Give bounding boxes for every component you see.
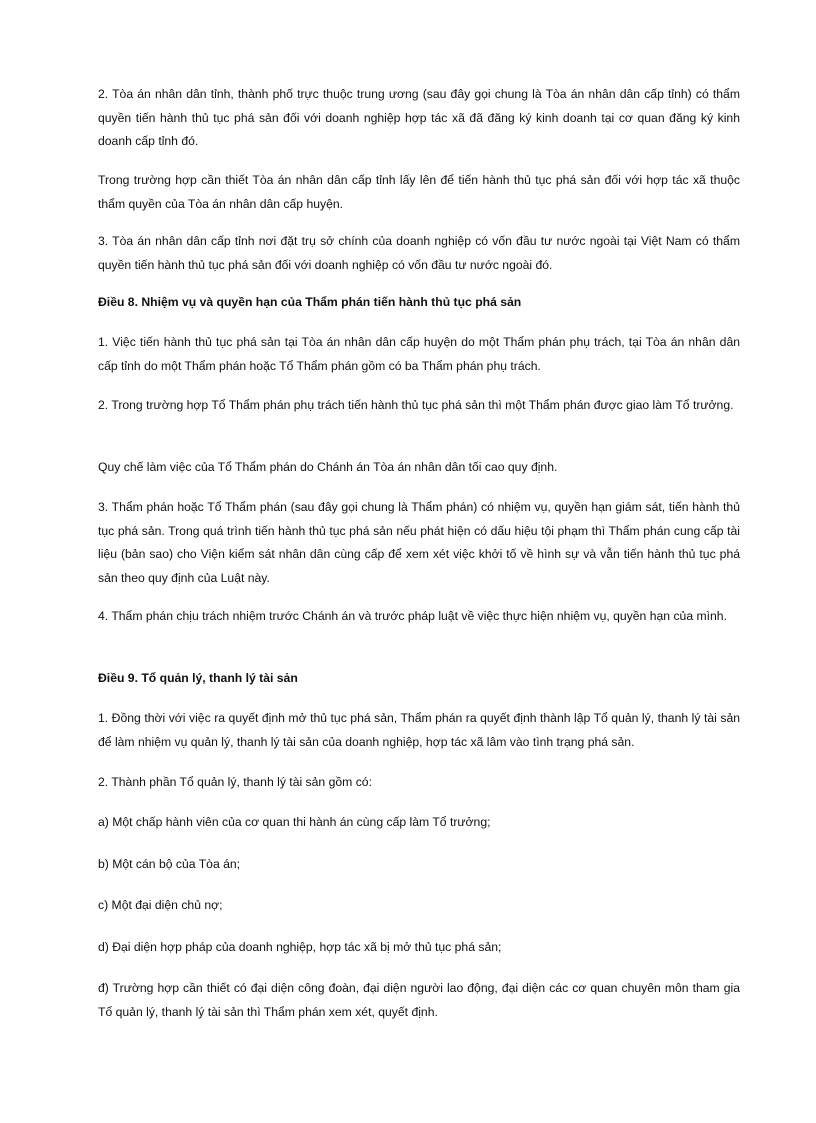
paragraph-article9-clause2: 2. Thành phần Tổ quản lý, thanh lý tài sản gồm có: (98, 775, 372, 789)
heading-article-8: Điều 8. Nhiệm vụ và quyền hạn của Thẩm phán tiến hành thủ tục phá sản (98, 295, 522, 309)
heading-article-9: Điều 9. Tổ quản lý, thanh lý tài sản (98, 671, 298, 685)
list-item-dd: đ) Trường hợp cần thiết có đại diện công đoàn, đại diện người lao động, đại diện các cơ quan chuyên môn tham gia Tổ quản lý, thanh lý tài sản thì Thẩm phán xem xét, quyết định. (98, 981, 740, 1019)
paragraph-article7-clause2-note: Trong trường hợp cần thiết Tòa án nhân dân cấp tỉnh lấy lên để tiến hành thủ tục phá sản đối với hợp tác xã thuộc thẩm quyền của Tòa án nhân dân cấp huyện. (98, 173, 740, 211)
list-item-d: d) Đại diện hợp pháp của doanh nghiệp, hợp tác xã bị mở thủ tục phá sản; (98, 940, 502, 954)
list-item-a: a) Một chấp hành viên của cơ quan thi hành án cùng cấp làm Tổ trưởng; (98, 815, 491, 829)
paragraph-article7-clause2: 2. Tòa án nhân dân tỉnh, thành phố trực thuộc trung ương (sau đây gọi chung là Tòa án nhân dân cấp tỉnh) có thẩm quyền tiến hành thủ tục phá sản đối với doanh nghiệp hợp tác xã đã đăng ký kinh doanh tại cơ quan đăng ký kinh doanh cấp tỉnh đó. (98, 87, 740, 148)
paragraph-article8-clause2-note: Quy chế làm việc của Tổ Thẩm phán do Chánh án Tòa án nhân dân tối cao quy định. (98, 460, 558, 474)
paragraph-article8-clause4: 4. Thẩm phán chịu trách nhiệm trước Chánh án và trước pháp luật về việc thực hiện nhiệm vụ, quyền hạn của mình. (98, 609, 727, 623)
paragraph-article9-clause1: 1. Đồng thời với việc ra quyết định mở thủ tục phá sản, Thẩm phán ra quyết định thành lập Tổ quản lý, thanh lý tài sản để làm nhiệm vụ quản lý, thanh lý tài sản của doanh nghiệp, hợp tác xã lâm vào tình trạng phá sản. (98, 711, 740, 749)
paragraph-article8-clause3: 3. Thẩm phán hoặc Tổ Thẩm phán (sau đây gọi chung là Thẩm phán) có nhiệm vụ, quyền hạn giám sát, tiến hành thủ tục phá sản. Trong quá trình tiến hành thủ tục phá sản nếu phát hiện có dấu hiệu tội phạm thì Thẩm phán cung cấp tài liệu (bản sao) cho Viện kiểm sát nhân dân cùng cấp để xem xét việc khởi tố về hình sự và vẫn tiến hành thủ tục phá sản theo quy định của Luật này. (98, 500, 740, 585)
paragraph-article8-clause1: 1. Việc tiến hành thủ tục phá sản tại Tòa án nhân dân cấp huyện do một Thẩm phán phụ trách, tại Tòa án nhân dân cấp tỉnh do một Thẩm phán hoặc Tổ Thẩm phán gồm có ba Thẩm phán phụ trách. (98, 335, 740, 373)
list-item-c: c) Một đại diện chủ nợ; (98, 898, 223, 912)
list-item-b: b) Một cán bộ của Tòa án; (98, 857, 241, 871)
paragraph-article7-clause3: 3. Tòa án nhân dân cấp tỉnh nơi đặt trụ sở chính của doanh nghiệp có vốn đầu tư nước ngoài tại Việt Nam có thẩm quyền tiến hành thủ tục phá sản đối với doanh nghiệp có vốn đầu tư nước ngoài đó. (98, 234, 740, 272)
paragraph-article8-clause2: 2. Trong trường hợp Tổ Thẩm phán phụ trách tiến hành thủ tục phá sản thì một Thẩm phán được giao làm Tổ trưởng. (98, 398, 734, 412)
